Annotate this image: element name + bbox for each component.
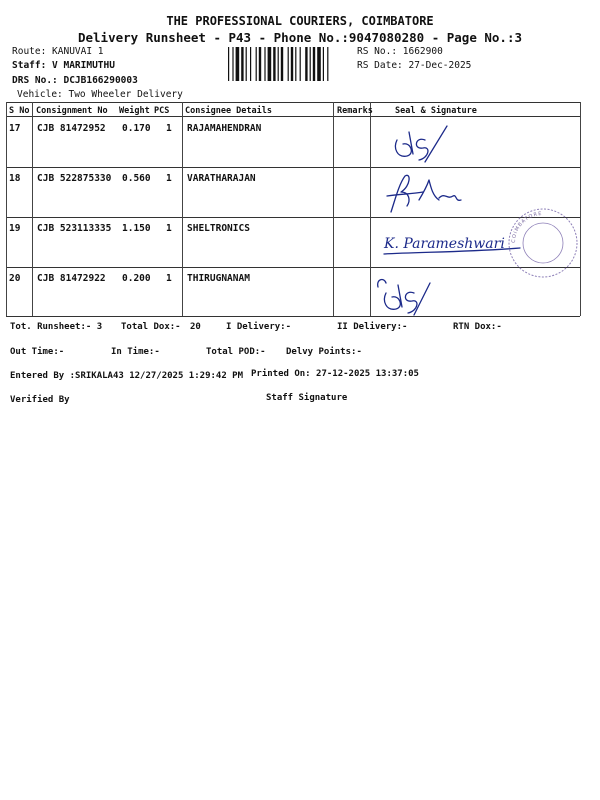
- column-divider: [370, 102, 371, 316]
- route-label: Route: KANUVAI 1: [12, 46, 104, 57]
- table-row-sno: 18: [9, 173, 21, 184]
- barcode-bar: [295, 47, 296, 81]
- barcode-bar: [273, 47, 275, 81]
- table-row-consignee: THIRUGNANAM: [187, 273, 250, 284]
- barcode-bar: [310, 47, 311, 81]
- table-row-weight: 0.170: [122, 123, 151, 134]
- staff-label: Staff: V MARIMUTHU: [12, 60, 115, 71]
- signature-row-20: [372, 269, 434, 317]
- barcode-bar: [256, 47, 257, 81]
- table-row-consignee: VARATHARAJAN: [187, 173, 256, 184]
- table-row-consignment: CJB 523113335: [37, 223, 112, 234]
- barcode-bar: [236, 47, 240, 81]
- handwritten-name: K. Parameshwari: [384, 236, 505, 252]
- total-dox-label: Total Dox:-: [121, 322, 181, 332]
- barcode-bar: [250, 47, 251, 81]
- rtn-dox: RTN Dox:-: [453, 322, 502, 332]
- table-row-sno: 19: [9, 223, 21, 234]
- header-seal-signature: Seal & Signature: [395, 106, 477, 116]
- table-row-pcs: 1: [166, 123, 172, 134]
- barcode-bar: [317, 47, 321, 81]
- row-divider: [6, 167, 580, 168]
- vehicle-label: Vehicle: Two Wheeler Delivery: [17, 89, 183, 100]
- total-dox-value: 20: [190, 322, 201, 332]
- table-row-weight: 1.150: [122, 223, 151, 234]
- barcode-bar: [246, 47, 247, 81]
- barcode-bar: [241, 47, 243, 81]
- row-divider: [6, 267, 580, 268]
- header-consignment: Consignment No: [36, 106, 108, 116]
- svg-text:COIMBATORE: [511, 211, 543, 243]
- verified-by: Verified By: [10, 395, 70, 405]
- company-title: THE PROFESSIONAL COURIERS, COIMBATORE: [166, 14, 434, 28]
- in-time: In Time:-: [111, 347, 160, 357]
- barcode-bar: [268, 47, 272, 81]
- column-divider: [32, 102, 33, 316]
- table-row-pcs: 1: [166, 223, 172, 234]
- stamp-text: COIMBATORE: [510, 210, 543, 244]
- table-row-consignment: CJB 81472922: [37, 273, 106, 284]
- drs-number: DRS No.: DCJB166290003: [12, 75, 138, 86]
- column-divider: [333, 102, 334, 316]
- table-row-sno: 17: [9, 123, 21, 134]
- i-delivery: I Delivery:-: [226, 322, 292, 332]
- row-divider: [6, 217, 580, 218]
- signature-row-18: [383, 170, 473, 216]
- barcode-bar: [281, 47, 283, 81]
- staff-signature: Staff Signature: [266, 393, 348, 403]
- barcode-bar: [278, 47, 279, 81]
- entered-by: Entered By :SRIKALA43 12/27/2025 1:29:42 PM: [10, 371, 243, 381]
- printed-on: Printed On: 27-12-2025 13:37:05: [251, 369, 419, 379]
- table-row-weight: 0.200: [122, 273, 151, 284]
- table-row-pcs: 1: [166, 273, 172, 284]
- company-seal-stamp: [505, 205, 581, 281]
- ii-delivery: II Delivery:-: [337, 322, 408, 332]
- table-bottom-border: [6, 316, 580, 317]
- barcode-bar: [305, 47, 307, 81]
- barcode-bar: [228, 47, 229, 81]
- header-consignee: Consignee Details: [185, 106, 272, 116]
- barcode-bar: [264, 47, 265, 81]
- header-remarks: Remarks: [337, 106, 373, 116]
- barcode-bar: [323, 47, 324, 81]
- table-top-border: [6, 102, 580, 103]
- table-row-consignment: CJB 81472952: [37, 123, 106, 134]
- barcode-bar: [259, 47, 261, 81]
- total-pod: Total POD:-: [206, 347, 266, 357]
- delvy-points: Delvy Points:-: [286, 347, 362, 357]
- barcode-bar: [288, 47, 289, 81]
- header-weight: Weight: [119, 106, 150, 116]
- header-sno: S No: [9, 106, 30, 116]
- rs-date: RS Date: 27-Dec-2025: [357, 60, 472, 71]
- table-header-border: [6, 116, 580, 117]
- column-divider: [6, 102, 7, 316]
- barcode-bar: [232, 47, 233, 81]
- barcode-bar: [327, 47, 328, 81]
- rs-number: RS No.: 1662900: [357, 46, 443, 57]
- table-row-pcs: 1: [166, 173, 172, 184]
- column-divider: [182, 102, 183, 316]
- total-runsheet: Tot. Runsheet:- 3: [10, 322, 103, 332]
- signature-row-17: [385, 118, 455, 166]
- table-row-consignee: RAJAMAHENDRAN: [187, 123, 262, 134]
- barcode-bar: [291, 47, 293, 81]
- barcode-bar: [300, 47, 301, 81]
- table-row-weight: 0.560: [122, 173, 151, 184]
- table-row-sno: 20: [9, 273, 21, 284]
- table-row-consignee: SHELTRONICS: [187, 223, 250, 234]
- runsheet-subtitle: Delivery Runsheet - P43 - Phone No.:9047080280 - Page No.:3: [77, 30, 522, 45]
- barcode-icon: [228, 47, 353, 81]
- table-row-consignment: CJB 522875330: [37, 173, 112, 184]
- barcode-bar: [313, 47, 315, 81]
- header-pcs: PCS: [154, 106, 170, 116]
- out-time: Out Time:-: [10, 347, 65, 357]
